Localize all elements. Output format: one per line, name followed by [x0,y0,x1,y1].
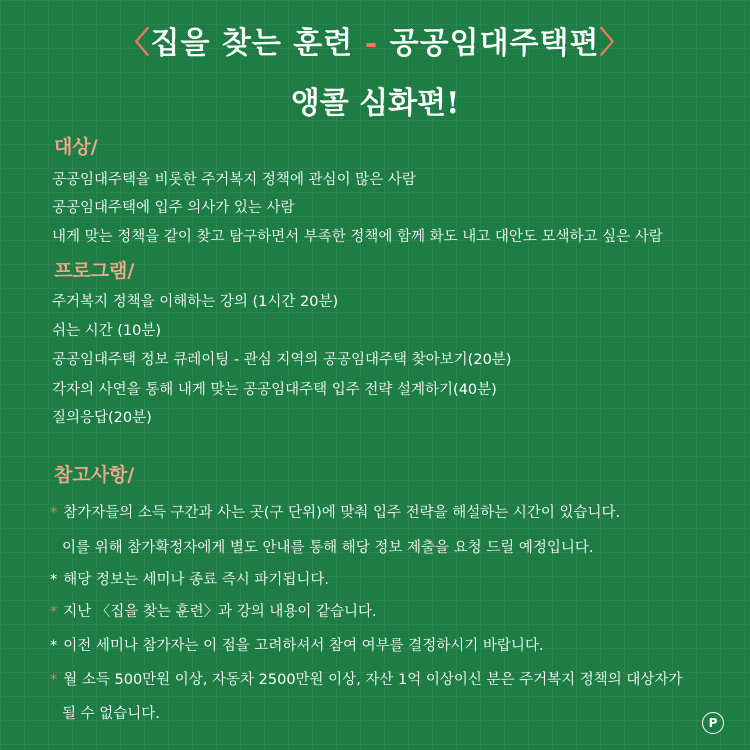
title-part-a: 집을 찾는 훈련 [150,26,354,61]
program-heading: 프로그램/ [54,260,135,282]
notes-heading: 참고사항/ [54,464,135,486]
note-item [50,503,620,523]
note-text: 해당 정보는 세미나 종료 즉시 파기됩니다. [63,572,330,588]
note-item [50,670,682,690]
note-text: 이전 세미나 참가자는 이 점을 고려하셔서 참여 여부를 결정하시기 바랍니다. [63,638,544,654]
title-block [0,22,750,126]
program-item: 질의응답(20분) [52,410,152,426]
program-item: 주거복지 정책을 이해하는 강의 (1시간 20분) [52,294,339,310]
title-part-b: 공공임대주택편 [389,26,600,61]
page-subtitle: 앵콜 심화편! [290,86,460,121]
target-item: 내게 맞는 정책을 같이 찾고 탐구하면서 부족한 정책에 함께 화도 내고 대안도 모색하고 싶은 사람 [52,229,663,245]
program-item: 공공임대주택 정보 큐레이팅 - 관심 지역의 공공임대주택 찾아보기(20분) [52,352,512,368]
note-text: 참가자들의 소득 구간과 사는 곳(구 단위)에 맞춰 입주 전략을 해설하는 시간이 있습니다. [63,505,621,521]
note-continuation: 이를 위해 참가확정자에게 별도 안내를 통해 해당 정보 제출을 요청 드릴 예정입니다. [62,540,594,556]
note-continuation: 될 수 없습니다. [62,706,160,722]
note-text: 지난 〈집을 찾는 훈련〉과 강의 내용이 같습니다. [63,604,377,620]
note-item [50,636,544,656]
note-item [50,602,377,622]
note-text: 월 소득 500만원 이상, 자동차 2500만원 이상, 자산 1억 이상이신 분은 주거복지 정책의 대상자가 [63,672,683,688]
asterisk-icon: * [50,638,58,654]
p-logo-icon: P [702,712,724,734]
asterisk-icon: * [50,505,58,521]
note-item [50,570,329,590]
target-item: 공공임대주택에 입주 의사가 있는 사람 [52,200,295,216]
page-title [0,22,750,66]
asterisk-icon: * [50,604,58,620]
target-item: 공공임대주택을 비롯한 주거복지 정책에 관심이 많은 사람 [52,172,416,188]
target-heading: 대상/ [54,136,98,158]
program-item: 각자의 사연을 통해 내게 맞는 공공임대주택 입주 전략 설계하기(40분) [52,382,497,398]
title-dash: - [353,26,390,61]
asterisk-icon: * [50,572,58,588]
asterisk-icon: * [50,672,58,688]
title-bracket-open: 〈 [119,26,151,61]
program-item: 쉬는 시간 (10분) [52,323,162,339]
title-bracket-close: 〉 [599,26,631,61]
